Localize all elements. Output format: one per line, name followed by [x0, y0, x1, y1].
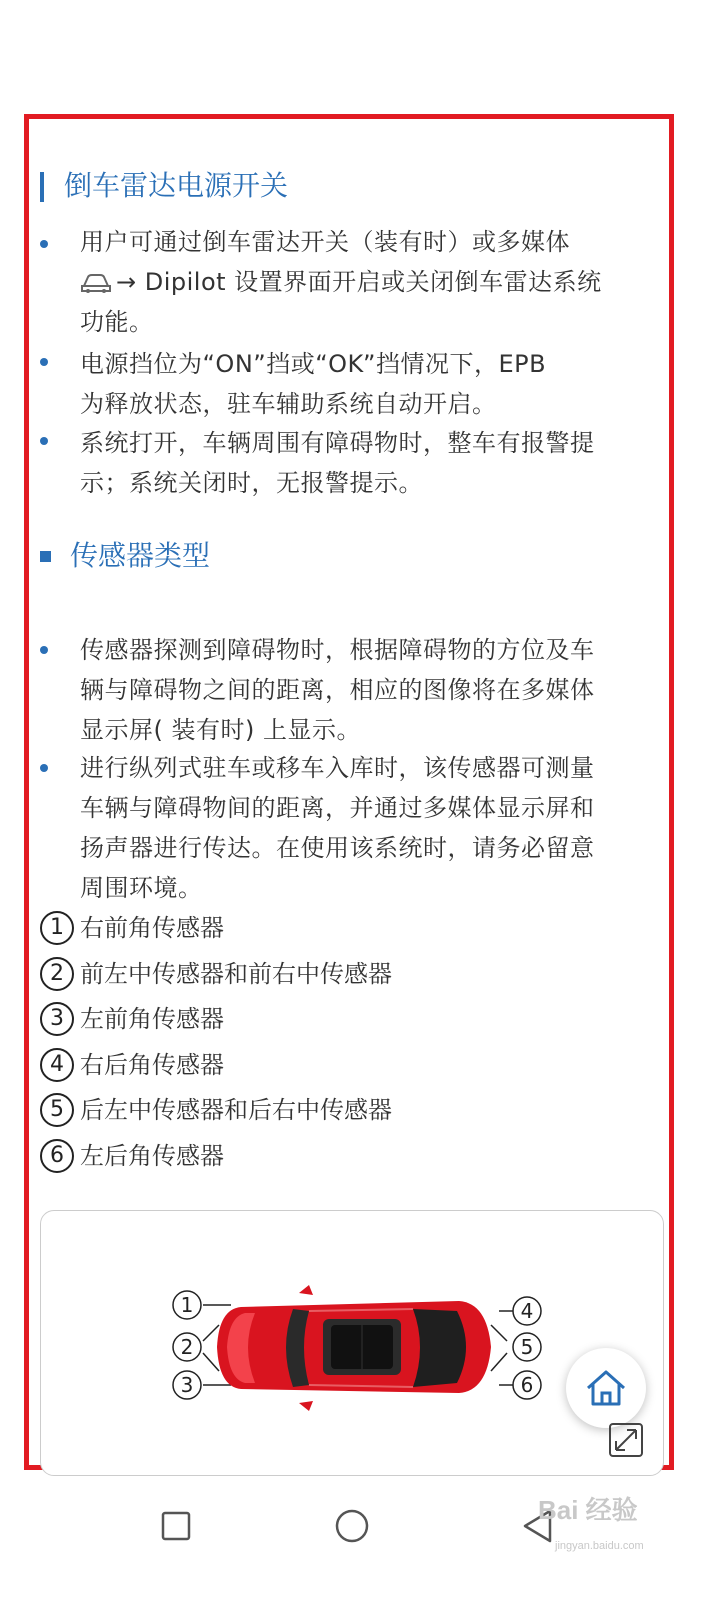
text-line: 显示屏( 装有时) 上显示。 — [80, 716, 361, 744]
text-line: 辆与障碍物之间的距离，相应的图像将在多媒体 — [80, 676, 595, 704]
expand-icon — [608, 1422, 644, 1458]
sensor-item-3 — [40, 1001, 224, 1037]
expand-button[interactable] — [608, 1422, 644, 1462]
sensor-item-2 — [40, 956, 392, 992]
sensor-item-6 — [40, 1138, 224, 1174]
baidu-watermark: Bai 经验 — [538, 1495, 638, 1525]
bullet-dot — [40, 358, 48, 366]
home-icon — [584, 1368, 628, 1408]
car-icon — [80, 272, 112, 294]
callout-label-6: 6 — [520, 1373, 534, 1397]
sensor-item-4 — [40, 1047, 224, 1083]
heading-square — [40, 551, 51, 562]
text-line: 用户可通过倒车雷达开关（装有时）或多媒体 — [80, 228, 570, 256]
text-line: 车辆与障碍物间的距离，并通过多媒体显示屏和 — [80, 794, 595, 822]
sensor-item-1 — [40, 910, 224, 946]
paragraph-radar-switch — [80, 222, 666, 342]
text-line — [80, 262, 666, 302]
text-line: 系统打开，车辆周围有障碍物时，整车有报警提 — [80, 429, 595, 457]
home-button[interactable] — [566, 1348, 646, 1428]
text-line: 为释放状态，驻车辅助系统自动开启。 — [80, 390, 497, 418]
bullet-dot — [40, 764, 48, 772]
paragraph-system-alarm — [80, 423, 666, 503]
text-line-rest: → Dipilot 设置界面开启或关闭倒车雷达系统 — [116, 268, 602, 296]
text-line: 电源挡位为“ON”挡或“OK”挡情况下，EPB — [80, 350, 547, 378]
sensor-label: 左前角传感器 — [80, 1005, 224, 1033]
callout-line — [203, 1353, 219, 1371]
callout-label-4: 4 — [520, 1299, 534, 1323]
callout-label-3: 3 — [180, 1373, 194, 1397]
section-heading-power-switch: 倒车雷达电源开关 — [64, 169, 289, 202]
paragraph-parking — [80, 748, 666, 908]
callout-label-2: 2 — [180, 1335, 194, 1359]
section-heading-sensor-types: 传感器类型 — [70, 539, 211, 572]
bullet-dot — [40, 240, 48, 248]
sensor-number: 4 — [40, 1048, 74, 1082]
text-line: 进行纵列式驻车或移车入库时，该传感器可测量 — [80, 754, 595, 782]
callout-label-5: 5 — [520, 1335, 534, 1359]
sensor-label: 后左中传感器和后右中传感器 — [80, 1096, 392, 1124]
callout-line — [203, 1325, 219, 1341]
sensor-number: 3 — [40, 1002, 74, 1036]
text-line: 示；系统关闭时，无报警提示。 — [80, 469, 423, 497]
text-line: 功能。 — [80, 308, 154, 336]
sensor-label: 前左中传感器和前右中传感器 — [80, 960, 392, 988]
text-line: 周围环境。 — [80, 874, 203, 902]
car-top-view — [217, 1285, 491, 1411]
text-line: 传感器探测到障碍物时，根据障碍物的方位及车 — [80, 636, 595, 664]
sensor-diagram-card[interactable] — [40, 1210, 664, 1476]
recent-apps-icon[interactable] — [160, 1510, 192, 1542]
heading-bar — [40, 172, 44, 202]
paragraph-sensor-detect — [80, 630, 666, 750]
callout-line — [491, 1353, 507, 1371]
sensor-label: 左后角传感器 — [80, 1142, 224, 1170]
car-sensor-diagram — [41, 1211, 665, 1477]
sensor-number: 1 — [40, 911, 74, 945]
sensor-item-5 — [40, 1092, 392, 1128]
callout-line — [491, 1325, 507, 1341]
baidu-watermark-url: jingyan.baidu.com — [555, 1540, 644, 1552]
bullet-dot — [40, 437, 48, 445]
sensor-label: 右前角传感器 — [80, 914, 224, 942]
sensor-number: 6 — [40, 1139, 74, 1173]
text-line: 扬声器进行传达。在使用该系统时，请务必留意 — [80, 834, 595, 862]
home-circle-icon[interactable] — [334, 1508, 370, 1544]
bullet-dot — [40, 646, 48, 654]
callout-label-1: 1 — [180, 1293, 194, 1317]
sensor-number: 2 — [40, 957, 74, 991]
paragraph-power-gear — [80, 344, 666, 424]
sensor-label: 右后角传感器 — [80, 1051, 224, 1079]
sensor-number: 5 — [40, 1093, 74, 1127]
